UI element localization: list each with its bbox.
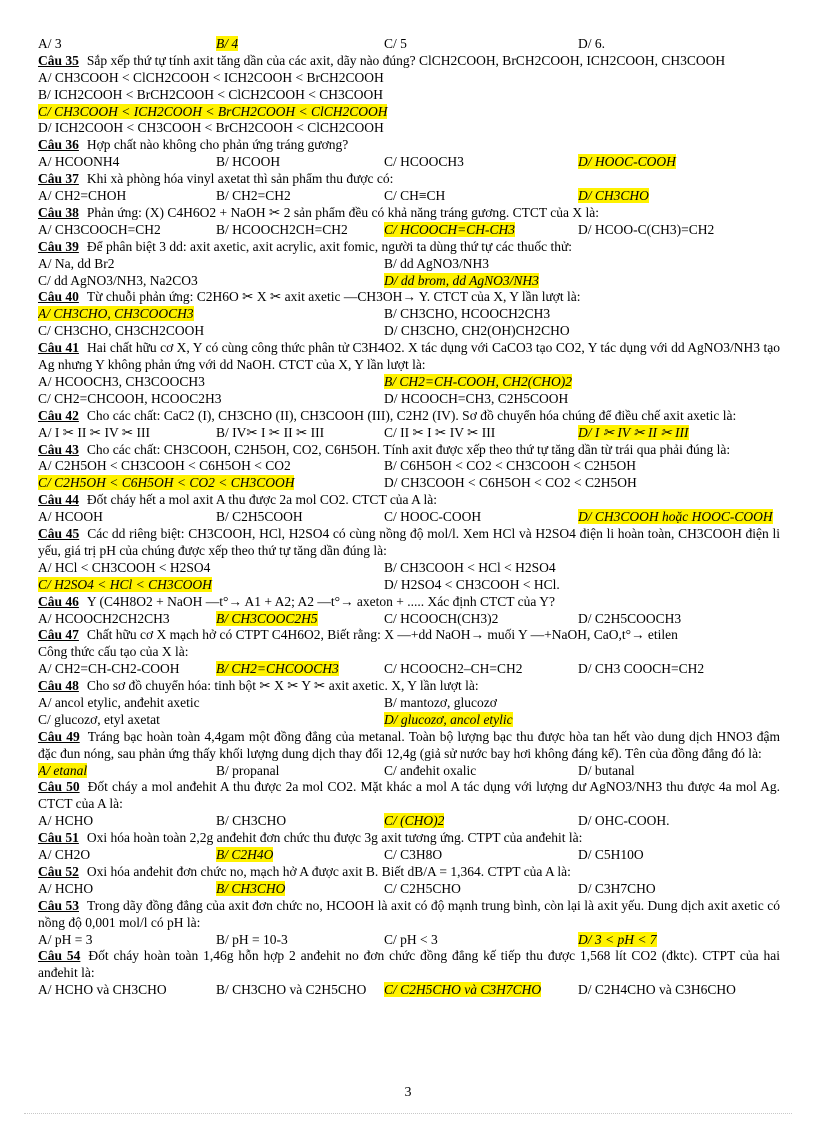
answer-options-row [38, 188, 780, 205]
answer-options-row [38, 323, 780, 340]
question-number: Câu 46 [38, 593, 79, 609]
page-number: 3 [404, 1085, 412, 1100]
answer-text: C/ CH≡CH [384, 188, 446, 204]
answer-option [216, 611, 384, 628]
correct-answer-highlight: B/ CH2=CHCOOCH3 [216, 661, 339, 677]
answer-option [384, 36, 578, 53]
answer-text: A/ HCHO và CH3CHO [38, 982, 167, 998]
answer-options-row [38, 763, 780, 780]
answer-option [38, 763, 216, 780]
answer-option [38, 932, 216, 949]
answer-option [578, 425, 780, 442]
answer-text: C/ 5 [384, 36, 407, 51]
answer-text: A/ HCHO [38, 880, 94, 896]
question-text: Oxi hóa hoàn toàn 2,2g anđehit đơn chức thu được 3g axit tương ứng. CTPT của anđehit là: [86, 830, 583, 846]
answer-text: B/ CH3CHO và C2H5CHO [216, 982, 367, 998]
answer-text: A/ HCOOH [38, 509, 103, 525]
answer-option [216, 36, 384, 53]
answer-options-row [38, 256, 780, 273]
question [38, 442, 780, 459]
question-number: Câu 42 [38, 407, 79, 423]
answer-option [216, 509, 384, 526]
answer-text: B/ HCOOCH2CH=CH2 [216, 221, 348, 237]
question-text: Để phân biệt 3 dd: axit axetic, axit acrylic, axit fomic, người ta dùng thứ tự các thuốc thử: [86, 238, 573, 254]
correct-answer-highlight: A/ etanal [38, 762, 88, 778]
question-number: Câu 40 [38, 289, 79, 305]
answer-option [384, 323, 780, 340]
question-number: Câu 37 [38, 171, 79, 187]
answer-option [38, 391, 384, 408]
answer-option [216, 982, 384, 999]
answer-text: C/ anđehit oxalic [384, 762, 477, 778]
question-number: Câu 45 [38, 526, 80, 541]
correct-answer-highlight: B/ CH2=CH-COOH, CH2(CHO)2 [384, 373, 572, 389]
answer-option [384, 391, 780, 408]
answer-option [384, 611, 578, 628]
answer-option [38, 374, 384, 391]
answer-option [384, 188, 578, 205]
answer-text: B/ IV✂ I ✂ II ✂ III [216, 424, 325, 440]
correct-answer-highlight: B/ CH3COOC2H5 [216, 610, 318, 626]
answer-text: C/ HCOOCH3 [384, 154, 464, 170]
answer-option [38, 982, 216, 999]
question-number: Câu 38 [38, 204, 79, 220]
answer-options-row [38, 273, 780, 290]
answer-option [384, 712, 780, 729]
question [38, 678, 780, 695]
answer-text: C/ C3H8O [384, 847, 443, 863]
answer-option [578, 763, 780, 780]
answer-text: D/ HCOOCH=CH3, C2H5COOH [384, 390, 569, 406]
answer-option [384, 458, 780, 475]
answer-options-row [38, 847, 780, 864]
exam-page [38, 36, 780, 999]
answer-options-row [38, 560, 780, 577]
correct-answer-highlight: D/ I ✂ IV ✂ II ✂ III [578, 424, 689, 440]
correct-answer-highlight: D/ glucozơ, ancol etylic [384, 711, 513, 727]
question-text: Y (C4H8O2 + NaOH —t°→ A1 + A2; A2 —t°→ axeton + ..... Xác định CTCT của Y? [86, 593, 555, 609]
question-text: Từ chuỗi phản ứng: C2H6O ✂ X ✂ axit axetic —CH3OH→ Y. CTCT của X, Y lần lượt là: [86, 289, 581, 305]
answer-options-row [38, 475, 780, 492]
answer-options-row [38, 391, 780, 408]
answer-text: A/ C2H5OH < CH3COOH < C6H5OH < CO2 [38, 458, 291, 474]
answer-text: D/ CH3 COOCH=CH2 [578, 661, 705, 677]
answer-option [384, 306, 780, 323]
answer-option [384, 273, 780, 290]
question-text: Hợp chất nào không cho phản ứng tráng gương? [86, 137, 349, 153]
answer-options-row [38, 982, 780, 999]
answer-text: D/ C2H4CHO và C3H6CHO [578, 982, 736, 998]
answer-option [38, 222, 216, 239]
answer-option [384, 577, 780, 594]
line-text: B/ ICH2COOH < BrCH2COOH < ClCH2COOH < CH3COOH [38, 86, 383, 102]
answer-text: A/ CH2=CH-CH2-COOH [38, 661, 180, 677]
line-text: A/ CH3COOH < ClCH2COOH < ICH2COOH < BrCH2COOH [38, 69, 384, 85]
answer-option [38, 154, 216, 171]
question [38, 830, 780, 847]
answer-option [384, 932, 578, 949]
answer-options-row [38, 458, 780, 475]
question [38, 864, 780, 881]
answer-option [384, 154, 578, 171]
question-number: Câu 51 [38, 830, 79, 846]
answer-option [578, 932, 780, 949]
answer-text: D/ 6. [578, 36, 605, 51]
question [38, 898, 780, 932]
answer-option [38, 712, 384, 729]
answer-option [578, 813, 780, 830]
answer-text: B/ C6H5OH < CO2 < CH3COOH < C2H5OH [384, 458, 636, 474]
answer-options-row [38, 425, 780, 442]
answer-options-row [38, 695, 780, 712]
question-number: Câu 35 [38, 52, 79, 68]
answer-options-row [38, 932, 780, 949]
question [38, 137, 780, 154]
correct-answer-highlight: D/ CH3COOH hoặc HOOC-COOH [578, 509, 773, 525]
answer-option [38, 256, 384, 273]
correct-answer-highlight: D/ CH3CHO [578, 188, 649, 204]
answer-text: A/ HCOOCH2CH2CH3 [38, 610, 170, 626]
question-text: Oxi hóa anđehit đơn chức no, mạch hở A được axit B. Biết dB/A = 1,364. CTPT của A là: [86, 863, 571, 879]
correct-answer-highlight: C/ C2H5CHO và C3H7CHO [384, 982, 542, 998]
answer-text: D/ CH3COOH < C6H5OH < CO2 < C2H5OH [384, 475, 637, 491]
answer-option [578, 611, 780, 628]
answer-text: C/ HCOOCH2–CH=CH2 [384, 661, 523, 677]
question-number: Câu 47 [38, 627, 79, 643]
answer-option [384, 661, 578, 678]
answer-text: C/ pH < 3 [384, 931, 438, 947]
answer-options-row [38, 36, 780, 53]
answer-option [216, 188, 384, 205]
answer-option [38, 425, 216, 442]
answer-text: C/ HOOC-COOH [384, 509, 482, 525]
answer-text: A/ 3 [38, 36, 62, 51]
answer-text: B/ propanal [216, 762, 280, 778]
text-line [38, 70, 780, 87]
answer-options-row [38, 306, 780, 323]
answer-text: D/ CH3CHO, CH2(OH)CH2CHO [384, 323, 570, 339]
answer-option [38, 881, 216, 898]
answer-text: D/ HCOO-C(CH3)=CH2 [578, 221, 715, 237]
answer-text: A/ Na, dd Br2 [38, 255, 115, 271]
answer-option [384, 881, 578, 898]
answer-text: B/ dd AgNO3/NH3 [384, 255, 490, 271]
question-text: Cho các chất: CaC2 (I), CH3CHO (II), CH3COOH (III), C2H2 (IV). Sơ đồ chuyển hóa chúng để điều chế axit axetic là: [86, 407, 737, 423]
answer-option [384, 695, 780, 712]
answer-text: C/ dd AgNO3/NH3, Na2CO3 [38, 272, 198, 288]
answer-text: B/ CH2=CH2 [216, 188, 291, 204]
answer-option [384, 560, 780, 577]
answer-option [216, 763, 384, 780]
question [38, 948, 780, 982]
answer-option [384, 813, 578, 830]
answer-option [216, 661, 384, 678]
answer-text: B/ HCOOH [216, 154, 281, 170]
answer-text: A/ I ✂ II ✂ IV ✂ III [38, 424, 151, 440]
question-number: Câu 41 [38, 340, 79, 356]
answer-text: D/ OHC-COOH. [578, 813, 670, 829]
question-number: Câu 48 [38, 678, 79, 694]
answer-option [38, 475, 384, 492]
text-line [38, 87, 780, 104]
correct-answer-highlight: D/ HOOC-COOH [578, 154, 676, 170]
question-text: Đốt cháy hoàn toàn 1,46g hỗn hợp 2 anđehit no đơn chức đồng đẳng kế tiếp thu được 1,568 lít CO2 (đktc). CTPT của hai anđehit là: [38, 948, 780, 981]
correct-answer-highlight: C/ H2SO4 < HCl < CH3COOH [38, 576, 212, 592]
answer-text: A/ HCl < CH3COOH < H2SO4 [38, 559, 211, 575]
question-number: Câu 52 [38, 863, 79, 879]
answer-option [578, 881, 780, 898]
question-number: Câu 54 [38, 948, 81, 964]
answer-option [38, 560, 384, 577]
answer-text: A/ HCOOCH3, CH3COOCH3 [38, 373, 205, 389]
answer-text: D/ C2H5COOCH3 [578, 610, 682, 626]
answer-text: B/ CH3COOH < HCl < H2SO4 [384, 559, 556, 575]
answer-option [384, 982, 578, 999]
answer-text: C/ glucozơ, etyl axetat [38, 711, 160, 727]
question-text: Cho các chất: CH3COOH, C2H5OH, CO2, C6H5OH. Tính axit được xếp theo thứ tự tăng dần từ trái qua phải đúng là: [86, 441, 731, 457]
answer-option [216, 425, 384, 442]
question [38, 53, 780, 70]
question-text: Tráng bạc hoàn toàn 4,4gam một đồng đẳng của metanal. Toàn bộ lượng bạc thu được hòa tan hết vào dung dịch HNO3 đậm đặc đun nóng, sau phản ứng thấy khối lượng dung dịch thay đổi 12,4g (giả sử nước bay hơi không đáng kể). Tên của đồng đẳng đó là: [38, 728, 780, 761]
correct-answer-highlight: D/ dd brom, dd AgNO3/NH3 [384, 272, 539, 288]
question-text: Hai chất hữu cơ X, Y có cùng công thức phân tử C3H4O2. X tác dụng với CaCO3 tạo CO2, Y tác dụng với dd AgNO3/NH3 tạo Ag nhưng Y không phản ứng với dd NaOH. CTCT của X, Y lần lượt là: [38, 340, 780, 373]
answer-option [384, 847, 578, 864]
correct-answer-highlight: B/ CH3CHO [216, 880, 286, 896]
line-text: Công thức cấu tạo của X là: [38, 644, 189, 660]
answer-option [216, 222, 384, 239]
question-text: Trong dãy đồng đẳng của axit đơn chức no, HCOOH là axit có độ mạnh trung bình, còn lại là axit yếu. Dung dịch axit axetic có nồng độ 0,001 mol/l có pH là: [38, 897, 780, 930]
answer-option [578, 661, 780, 678]
answer-option [578, 982, 780, 999]
answer-text: B/ pH = 10-3 [216, 931, 288, 947]
answer-option [216, 847, 384, 864]
page-bottom-rule [24, 1113, 792, 1114]
answer-option [384, 425, 578, 442]
answer-text: A/ pH = 3 [38, 931, 93, 947]
question-text: Đốt cháy a mol anđehit A thu được 2a mol CO2. Mặt khác a mol A tác dụng với lượng dư AgNO3/NH3 thu được 4a mol Ag. CTCT của A là: [38, 779, 780, 812]
answer-text: D/ H2SO4 < CH3COOH < HCl. [384, 576, 560, 592]
answer-option [38, 577, 384, 594]
answer-options-row [38, 509, 780, 526]
answer-option [578, 222, 780, 239]
question-number: Câu 49 [38, 728, 80, 744]
answer-option [216, 813, 384, 830]
answer-text: A/ HCHO [38, 813, 94, 829]
question [38, 594, 780, 611]
answer-text: C/ CH2=CHCOOH, HCOOC2H3 [38, 390, 222, 406]
answer-options-row [38, 374, 780, 391]
answer-text: B/ mantozơ, glucozơ [384, 694, 497, 710]
correct-answer-highlight: D/ 3 < pH < 7 [578, 931, 657, 947]
answer-option [578, 154, 780, 171]
answer-option [38, 847, 216, 864]
question-text: Sắp xếp thứ tự tính axit tăng dần của các axit, dãy nào đúng? ClCH2COOH, BrCH2COOH, ICH2COOH, CH3COOH [86, 52, 726, 68]
answer-option [578, 509, 780, 526]
answer-option [38, 813, 216, 830]
answer-options-row [38, 881, 780, 898]
question-text: Các dd riêng biệt: CH3COOH, HCl, H2SO4 có cùng nồng độ mol/l. Xem HCl và H2SO4 điện li hoàn toàn, CH3COOH điện li yếu, giá trị pH của chúng được xếp theo thứ tự tăng dần đúng là: [38, 526, 780, 558]
answer-option [216, 154, 384, 171]
answer-text: C/ II ✂ I ✂ IV ✂ III [384, 424, 496, 440]
question [38, 408, 780, 425]
question-number: Câu 53 [38, 897, 79, 913]
question-number: Câu 36 [38, 137, 79, 153]
correct-answer-highlight: C/ HCOOCH=CH-CH3 [384, 221, 515, 237]
answer-text: D/ C5H10O [578, 847, 644, 863]
question [38, 171, 780, 188]
answer-text: A/ CH2O [38, 847, 91, 863]
correct-answer-highlight: B/ C2H4O [216, 847, 274, 863]
answer-option [216, 932, 384, 949]
answer-option [578, 188, 780, 205]
answer-options-row [38, 611, 780, 628]
answer-text: D/ butanal [578, 762, 635, 778]
answer-option [578, 847, 780, 864]
answer-text: C/ CH3CHO, CH3CH2COOH [38, 323, 205, 339]
question-text: Chất hữu cơ X mạch hở có CTPT C4H6O2, Biết rằng: X —+dd NaOH→ muối Y —+NaOH, CaO,t°→ etilen [86, 627, 678, 643]
answer-option [216, 881, 384, 898]
text-line [38, 104, 780, 121]
correct-answer-highlight: C/ C2H5OH < C6H5OH < CO2 < CH3COOH [38, 475, 295, 491]
answer-options-row [38, 577, 780, 594]
answer-option [578, 36, 780, 53]
answer-option [38, 458, 384, 475]
question-text: Khi xà phòng hóa vinyl axetat thì sản phẩm thu được có: [86, 171, 394, 187]
question [38, 627, 780, 644]
answer-option [38, 36, 216, 53]
line-text: D/ ICH2COOH < CH3COOH < BrCH2COOH < ClCH2COOH [38, 120, 384, 136]
answer-option [38, 509, 216, 526]
question-number: Câu 44 [38, 492, 79, 508]
question [38, 492, 780, 509]
answer-option [384, 374, 780, 391]
answer-text: B/ CH3CHO [216, 813, 287, 829]
answer-options-row [38, 712, 780, 729]
question [38, 289, 780, 306]
answer-text: D/ C3H7CHO [578, 880, 656, 896]
answer-option [384, 222, 578, 239]
answer-option [38, 273, 384, 290]
text-line [38, 120, 780, 137]
question-number: Câu 43 [38, 441, 79, 457]
answer-options-row [38, 661, 780, 678]
question-text: Cho sơ đồ chuyển hóa: tinh bột ✂ X ✂ Y ✂ axit axetic. X, Y lần lượt là: [86, 678, 479, 694]
correct-answer-highlight: C/ (CHO)2 [384, 813, 445, 829]
answer-text: C/ C2H5CHO [384, 880, 461, 896]
correct-answer-highlight: C/ CH3COOH < ICH2COOH < BrCH2COOH < ClCH2COOH [38, 103, 388, 119]
answer-option [384, 475, 780, 492]
answer-option [384, 763, 578, 780]
question [38, 526, 780, 560]
question-text: Phản ứng: (X) C4H6O2 + NaOH ✂ 2 sản phẩm đều có khả năng tráng gương. CTCT của X là: [86, 204, 600, 220]
question-number: Câu 39 [38, 238, 79, 254]
answer-options-row [38, 813, 780, 830]
question [38, 239, 780, 256]
question-number: Câu 50 [38, 779, 80, 795]
answer-text: B/ CH3CHO, HCOOCH2CH3 [384, 306, 551, 322]
text-line [38, 644, 780, 661]
correct-answer-highlight: B/ 4 [216, 36, 239, 51]
answer-option [38, 306, 384, 323]
answer-text: C/ HCOOCH(CH3)2 [384, 610, 499, 626]
question [38, 729, 780, 763]
answer-option [384, 256, 780, 273]
answer-text: A/ HCOONH4 [38, 154, 120, 170]
answer-option [38, 661, 216, 678]
answer-text: A/ CH2=CHOH [38, 188, 127, 204]
answer-option [38, 611, 216, 628]
question [38, 779, 780, 813]
correct-answer-highlight: A/ CH3CHO, CH3COOCH3 [38, 306, 194, 322]
answer-option [38, 695, 384, 712]
answer-option [384, 509, 578, 526]
answer-option [38, 188, 216, 205]
question-text: Đốt cháy hết a mol axit A thu được 2a mol CO2. CTCT của A là: [86, 492, 438, 508]
answer-options-row [38, 222, 780, 239]
question [38, 205, 780, 222]
question [38, 340, 780, 374]
answer-text: A/ CH3COOCH=CH2 [38, 221, 161, 237]
answer-option [38, 323, 384, 340]
answer-options-row [38, 154, 780, 171]
answer-text: A/ ancol etylic, anđehit axetic [38, 694, 200, 710]
answer-text: B/ C2H5COOH [216, 509, 303, 525]
